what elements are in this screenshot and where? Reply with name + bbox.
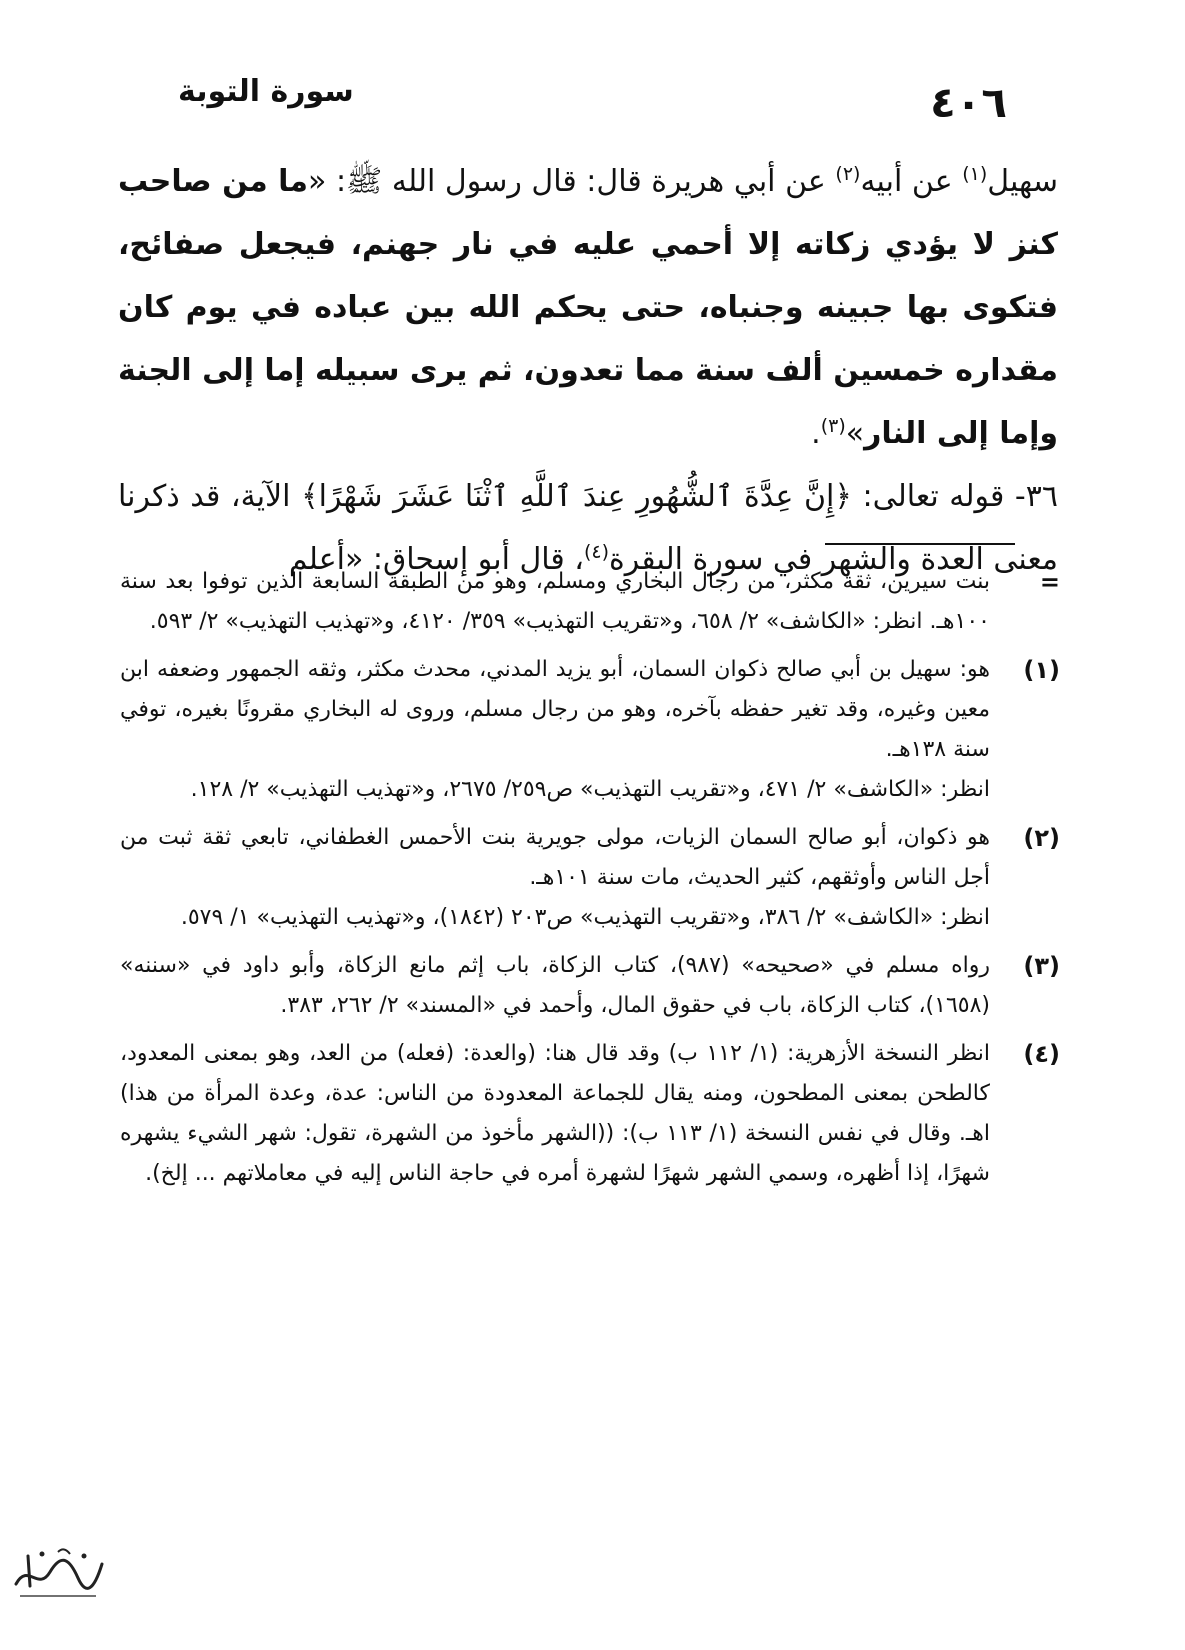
footnote-ref-1: (١): [962, 163, 988, 185]
footnote-number: (٤): [1023, 1040, 1060, 1068]
main-text: [118, 150, 1058, 591]
footnote-4: [120, 1034, 1060, 1194]
text-run: سهيل: [987, 164, 1058, 199]
footnote-text: هو ذكوان، أبو صالح السمان الزيات، مولى جويرية بنت الأحمس الغطفاني، تابعي ثقة ثبت من أجل الناس وأوثقهم، كثير الحديث، مات سنة ١٠١هـ.: [120, 825, 990, 890]
text-run: ٣٦- قوله تعالى: ﴿إِنَّ عِدَّةَ ٱلشُّهُورِ عِندَ ٱللَّهِ ٱثْنَا عَشَرَ شَهْرًا﴾ الآية، قد ذكرنا معنى العدة والشهر في سورة البقرة: [118, 479, 1058, 577]
footnote-text: انظر النسخة الأزهرية: (١/ ١١٢ ب) وقد قال هنا: (والعدة: (فعله) من العد، وهو بمعنى المعدود، كالطحن بمعنى المطحون، ومنه يقال للجماعة المعدودة من الناس: عدة، وعدة المرأة من هذا) اهـ. وقال في نفس النسخة (١/ ١١٣ ب): ((الشهر مأخوذ من الشهرة، تقول: شهر الشيء يشهره شهرًا، إذا أظهره، وسمي الشهر شهرًا لشهرة أمره في حاجة الناس إليه في معاملاتهم ... إلخ).: [120, 1041, 990, 1186]
text-run: عن أبي هريرة قال: قال رسول الله ﷺ: «: [308, 164, 836, 199]
footnote-ref-4: (٤): [583, 541, 610, 563]
text-run: ، قال أبو إسحاق: «أعلم: [288, 542, 584, 577]
footnote-text: رواه مسلم في «صحيحه» (٩٨٧)، كتاب الزكاة، باب إثم مانع الزكاة، وأبو داود في «سننه» (١٦٥٨)، كتاب الزكاة، باب في حقوق المال، وأحمد في «المسند» ٢/ ٢٦٢، ٣٨٣.: [120, 953, 990, 1018]
footnotes: [120, 562, 1060, 1202]
footnote-1: [120, 650, 1060, 810]
footnote-continuation: [120, 562, 1060, 642]
footnote-separator: [825, 543, 1015, 545]
text-run: »: [845, 416, 865, 451]
text-run: عن أبيه: [860, 164, 963, 199]
footnote-2: [120, 818, 1060, 938]
continuation-marker: =: [1039, 568, 1060, 596]
footnote-3: [120, 946, 1060, 1026]
footnote-text: انظر: «الكاشف» ٢/ ٣٨٦، و«تقريب التهذيب» ص٢٠٣ (١٨٤٢)، و«تهذيب التهذيب» ١/ ٥٧٩.: [180, 905, 990, 930]
running-title: سورة التوبة: [178, 74, 354, 109]
library-stamp-logo: [8, 1542, 108, 1602]
page-number: ٤٠٦: [930, 78, 1007, 127]
footnote-number: (٣): [1023, 952, 1060, 980]
footnote-number: (٢): [1023, 824, 1060, 852]
footnote-ref-3: (٣): [820, 415, 846, 437]
footnote-text: انظر: «الكاشف» ٢/ ٤٧١، و«تقريب التهذيب» ص٢٥٩/ ٢٦٧٥، و«تهذيب التهذيب» ٢/ ١٢٨.: [190, 777, 990, 802]
footnote-text: بنت سيرين، ثقة مكثر، من رجال البخاري ومسلم، وهو من الطبقة السابعة الذين توفوا بعد سنة ١٠٠هـ. انظر: «الكاشف» ٢/ ٦٥٨، و«تقريب التهذيب» ٣٥٩/ ٤١٢٠، و«تهذيب التهذيب» ٢/ ٥٩٣.: [120, 569, 990, 634]
footnote-ref-2: (٢): [835, 163, 861, 185]
hadith-text: ما من صاحب كنز لا يؤدي زكاته إلا أحمي عليه في نار جهنم، فيجعل صفائح، فتكوى بها جبينه وجنباه، حتى يحكم الله بين عباده في يوم كان مقداره خمسين ألف سنة مما تعدون، ثم يرى سبيله إما إلى الجنة وإما إلى النار: [118, 164, 1058, 451]
main-paragraph-1: [118, 150, 1058, 465]
footnote-number: (١): [1023, 656, 1060, 684]
footnote-text: هو: سهيل بن أبي صالح ذكوان السمان، أبو يزيد المدني، محدث مكثر، وثقه الجمهور وضعفه ابن معين وغيره، وقد تغير حفظه بآخره، وهو من رجال مسلم، وروى له البخاري مقرونًا بغيره، توفي سنة ١٣٨هـ.: [120, 657, 990, 762]
text-run: .: [811, 416, 821, 451]
